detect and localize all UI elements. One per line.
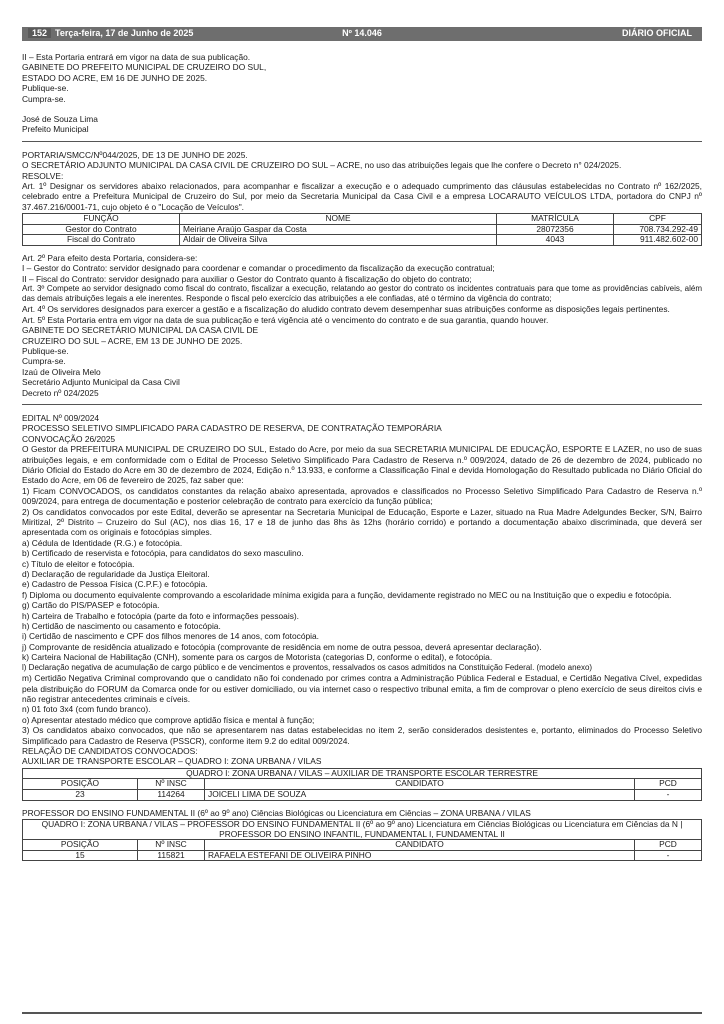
list-item: b) Certificado de reservista e fotocópia, para candidatos do sexo masculino. <box>22 548 304 559</box>
cell: 708.734.292-49 <box>614 224 702 235</box>
table-caption-row <box>23 819 702 839</box>
list-item: h) Certidão de nascimento ou casamento e fotocópia. <box>22 621 221 632</box>
paragraph: O Gestor da PREFEITURA MUNICIPAL DE CRUZEIRO DO SUL, Estado do Acre, por meio da sua SECRETARIA MUNICIPAL DE EDUCAÇÃO, ESPORTE E LAZER, no uso de suas atribuições legais, e em conformidade com o Edital de Processo Seletivo Simplificado Para Cadastro de Reserva n.º 009/2024, datado de 26 de dezembro de 2024, publicado no Diário Oficial do Estado do Acre em 30 de dezembro de 2024, Edição n.º 13.933, e conforme a Classificação Final e devida Homologação do Resultado publicada no Diário Oficial do Estado do Acre, em 06 de fevereiro de 2025, faz saber que: <box>22 444 702 486</box>
divider <box>22 404 702 405</box>
text-line: CRUZEIRO DO SUL – ACRE, EM 13 DE JUNHO DE 2025. <box>22 335 243 346</box>
list-item: e) Cadastro de Pessoa Física (C.P.F.) e fotocópia. <box>22 579 208 590</box>
divider <box>22 141 702 142</box>
text-line: AUXILIAR DE TRANSPORTE ESCOLAR – QUADRO I: ZONA URBANA / VILAS <box>22 756 322 767</box>
cell: Gestor do Contrato <box>23 224 180 235</box>
text-line: II – Esta Portaria entrará em vigor na data de sua publicação. <box>22 52 251 62</box>
edital-convocacao: CONVOCAÇÃO 26/2025 <box>22 433 116 444</box>
header-edition: Nº 14.046 <box>342 28 382 38</box>
portaria-resolve: RESOLVE: <box>22 170 64 181</box>
page-header <box>22 27 702 41</box>
list-item: l) Declaração negativa de acumulação de cargo público e de vencimentos e proventos, ressalvados os casos admitidos na Constituição Federal. (modelo anexo) <box>22 662 593 672</box>
table-row <box>23 789 702 800</box>
table-caption-row <box>23 768 702 779</box>
edital-title: EDITAL Nº 009/2024 <box>22 412 100 423</box>
text-line: GABINETE DO SECRETÁRIO MUNICIPAL DA CASA CIVIL DE <box>22 325 259 336</box>
signer-role: Prefeito Municipal <box>22 124 89 135</box>
col-header: Nº INSC <box>138 840 205 851</box>
col-header: PCD <box>635 840 702 851</box>
text-line: Publique-se. <box>22 83 69 94</box>
text-line: Art. 3º Compete ao servidor designado como fiscal do contrato, fiscalizar a execução, relatando ao gestor do contrato os incidentes contratuais para que tome as providências cabíveis, além das demais atribuições legais a ele inerentes. Responde o fiscal pelo exercício das atribuições a ele confiadas, até o término da vigência do contrato; <box>22 284 702 304</box>
cell: Meiriane Araújo Gaspar da Costa <box>180 224 497 235</box>
text-line: Art. 4º Os servidores designados para exercer a gestão e a fiscalização do aludido contrato devem desempenhar suas atribuições conforme as disposições legais pertinentes. <box>22 304 670 315</box>
text-line: RELAÇÃO DE CANDIDATOS CONVOCADOS: <box>22 745 198 756</box>
cell: 911.482.602-00 <box>614 235 702 246</box>
text-line: GABINETE DO PREFEITO MUNICIPAL DE CRUZEIRO DO SUL, <box>22 62 267 73</box>
cell: Aldair de Oliveira Silva <box>180 235 497 246</box>
page-content <box>22 52 702 862</box>
paragraph: 3) Os candidatos abaixo convocados, que não se apresentarem nas datas estabelecidas no item 2, serão considerados desistentes e, portanto, eliminados do Processo Seletivo Simplificado para Cadastro de Reserva (PSSCR), conforme item 9.2 do edital 009/2024. <box>22 725 702 746</box>
text-line: Art. 2º Para efeito desta Portaria, considera-se: <box>22 253 198 264</box>
list-item: c) Título de eleitor e fotocópia. <box>22 558 135 569</box>
list-item: d) Declaração de regularidade da Justiça Eleitoral. <box>22 569 210 580</box>
list-item: i) Certidão de nascimento e CPF dos filhos menores de 14 anos, com fotocópia. <box>22 631 320 642</box>
list-item: k) Carteira Nacional de Habilitação (CNH), somente para os cargos de Motorista (categorias D, conforme o edital), e fotocópia. <box>22 652 493 663</box>
table-row <box>23 850 702 861</box>
text-line: II – Fiscal do Contrato: servidor designado para auxiliar o Gestor do Contrato quanto à fiscalização do objeto do contrato; <box>22 273 472 284</box>
footer-divider <box>22 1012 702 1014</box>
table-header-row <box>23 840 702 851</box>
signer-name: Izaú de Oliveira Melo <box>22 366 101 377</box>
text-line: Cumpra-se. <box>22 93 66 104</box>
table-row <box>23 235 702 246</box>
cell: - <box>635 850 702 861</box>
designation-table <box>22 213 702 246</box>
table-header-row <box>23 779 702 790</box>
cell: Fiscal do Contrato <box>23 235 180 246</box>
table-caption: QUADRO I: ZONA URBANA / VILAS – PROFESSOR DO ENSINO FUNDAMENTAL II (6º ao 9º ano) Licenciatura em Ciências Biológicas ou Licenciatura em Ciências da N | PROFESSOR DO ENSINO INFANTIL, FUNDAMENTAL I, FUNDAMENTAL II <box>23 819 702 839</box>
candidates-table-1 <box>22 768 702 801</box>
col-header: PCD <box>635 779 702 790</box>
section-edital <box>22 413 702 861</box>
cell: RAFAELA ESTEFANI DE OLIVEIRA PINHO <box>205 850 635 861</box>
signer-name: José de Souza Lima <box>22 114 98 125</box>
portaria-art1: Art. 1º Designar os servidores abaixo relacionados, para acompanhar e fiscalizar a execução e o adequado cumprimento das cláusulas estabelecidas no Contrato nº 162/2025, celebrado entre a Prefeitura Municipal de Cruzeiro do Sul, por meio da Secretaria Municipal da Casa Civil e a empresa LOCARAUTO VEÍCULOS LTDA, portadora do CNPJ nº 37.467.216/0001-71, cujo objeto é o "Locação de Veículos". <box>22 181 702 212</box>
section-closing <box>22 52 702 135</box>
text-line: Decreto nº 024/2025 <box>22 387 99 398</box>
signer-role: Secretário Adjunto Municipal da Casa Civil <box>22 377 180 388</box>
paragraph: 2) Os candidatos convocados por este Edital, deverão se apresentar na Secretaria Municipal de Educação, Esporte e Lazer, situado na Rua Madre Adelgundes Becker, S/N, Bairro Miritizal, 2º Distrito – Cruzeiro do Sul (AC), nos dias 16, 17 e 18 de junho das 8hs às 12hs (horário corrido) e portando a documentação abaixo discriminada, que deverá ser apresentada com os originais e fotocópias simples. <box>22 506 702 538</box>
col-header: CANDIDATO <box>205 840 635 851</box>
col-header: FUNÇÃO <box>23 214 180 225</box>
col-header: POSIÇÃO <box>23 840 138 851</box>
col-header: MATRÍCULA <box>497 214 614 225</box>
cell: JOICELI LIMA DE SOUZA <box>205 789 635 800</box>
portaria-intro: O SECRETÁRIO ADJUNTO MUNICIPAL DA CASA CIVIL DE CRUZEIRO DO SUL – ACRE, no uso das atribuições legais que lhe confere o Decreto n° 024/2025. <box>22 160 622 171</box>
header-journal: DIÁRIO OFICIAL <box>622 28 692 38</box>
text-line: I – Gestor do Contrato: servidor designado para coordenar e comandar o procedimento da fiscalização da execução contratual; <box>22 263 495 274</box>
cell: 114264 <box>138 789 205 800</box>
col-header: POSIÇÃO <box>23 779 138 790</box>
col-header: CPF <box>614 214 702 225</box>
list-item: n) 01 foto 3x4 (com fundo branco). <box>22 704 151 715</box>
col-header: CANDIDATO <box>205 779 635 790</box>
cell: 15 <box>23 850 138 861</box>
portaria-title: PORTARIA/SMCC/Nº044/2025, DE 13 DE JUNHO DE 2025. <box>22 149 248 160</box>
list-item: h) Carteira de Trabalho e fotocópia (parte da foto e informações pessoais). <box>22 610 299 621</box>
col-header: NOME <box>180 214 497 225</box>
cell: 115821 <box>138 850 205 861</box>
cell: 4043 <box>497 235 614 246</box>
text-line: ESTADO DO ACRE, EM 16 DE JUNHO DE 2025. <box>22 72 208 83</box>
table-caption: QUADRO I: ZONA URBANA / VILAS – AUXILIAR DE TRANSPORTE ESCOLAR TERRESTRE <box>23 768 702 779</box>
header-date: Terça-feira, 17 de Junho de 2025 <box>55 28 194 38</box>
table-header-row <box>23 214 702 225</box>
candidates-table-2 <box>22 819 702 861</box>
cell: - <box>635 789 702 800</box>
text-line: Cumpra-se. <box>22 356 66 367</box>
list-item: a) Cédula de Identidade (R.G.) e fotocópia. <box>22 537 183 548</box>
text-line: Publique-se. <box>22 345 69 356</box>
paragraph: 1) Ficam CONVOCADOS, os candidatos constantes da relação abaixo apresentada, aprovados e classificados no Processo Seletivo Simplificado Para Cadastro de Reserva n.º 009/2024, para entrega de documentação e posterior celebração de contrato para exercício da função pública; <box>22 485 702 507</box>
list-item: f) Diploma ou documento equivalente comprovando a escolaridade mínima exigida para a função, devidamente registrado no MEC ou na Instituição que o expediu e fotocópia. <box>22 589 672 600</box>
edital-subtitle: PROCESSO SELETIVO SIMPLIFICADO PARA CADASTRO DE RESERVA, DE CONTRATAÇÃO TEMPORÁRIA <box>22 423 442 434</box>
cell: 23 <box>23 789 138 800</box>
list-item: j) Comprovante de residência atualizado e fotocópia (comprovante de residência em nome de outra pessoa, deverá apresentar declaração). <box>22 641 542 652</box>
cell: 28072356 <box>497 224 614 235</box>
list-item: g) Cartão do PIS/PASEP e fotocópia. <box>22 600 160 611</box>
page-number: 152 <box>28 28 51 38</box>
list-item: o) Apresentar atestado médico que comprove aptidão física e mental à função; <box>22 714 315 725</box>
col-header: Nº INSC <box>138 779 205 790</box>
section-portaria <box>22 150 702 398</box>
section-heading: PROFESSOR DO ENSINO FUNDAMENTAL II (6º ao 9º ano) Ciências Biológicas ou Licenciatura em Ciências – ZONA URBANA / VILAS <box>22 807 531 818</box>
list-item: m) Certidão Negativa Criminal comprovando que o candidato não foi condenado por crimes contra a Administração Pública Federal e Estadual, e Certidão Negativa Cível, expedidas pela distribuição do FORUM da Comarca onde for ou estiver domiciliado, ou via internet caso o respectivo tribunal emita, a fim de comprovar o pleno exercício de seus direitos civis e não registrar antecedentes criminais e cíveis. <box>22 673 702 704</box>
text-line: Art. 5º Esta Portaria entra em vigor na data de sua publicação e terá vigência até o vencimento do contrato e de sua garantia, quando houver. <box>22 314 549 325</box>
table-row <box>23 224 702 235</box>
